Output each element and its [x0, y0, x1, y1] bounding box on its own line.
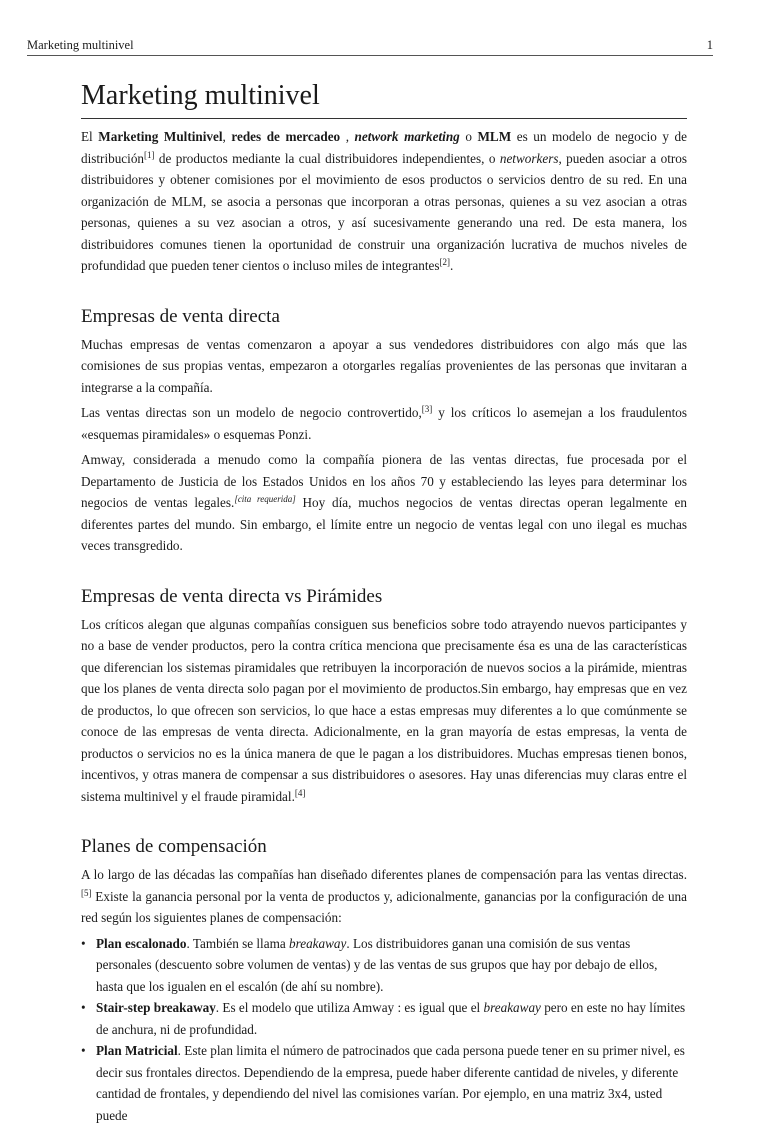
plan-name: Plan escalonado: [96, 936, 187, 951]
article-body: [81, 78, 687, 1126]
term-marketing-multinivel: Marketing Multinivel: [98, 129, 222, 144]
citation-link[interactable]: [5]: [81, 888, 92, 898]
section-heading-piramides: Empresas de venta directa vs Pirámides: [81, 585, 687, 609]
list-item-text: . Es el modelo que utiliza Amway : es igual que el: [216, 1000, 484, 1015]
paragraph-text: y los críticos lo asemejan a los fraudulentos «esquemas piramidales» o esquemas Ponzi.: [81, 405, 687, 442]
intro-paragraph: [81, 126, 687, 277]
list-item-text: . Este plan limita el número de patrocinados que cada persona puede tener en su primer nivel, es decir sus frontales directos. Dependiendo de la empresa, puede haber diferente cantidad de niveles, y diferente cantidad de frontales, y dependiendo del nivel las comisiones varían. Por ejemplo, en una matriz 3x4, usted puede: [96, 1043, 685, 1123]
term-mlm: MLM: [477, 129, 511, 144]
intro-text: o: [460, 129, 478, 144]
list-item: [81, 933, 687, 998]
list-item-text: . Los distribuidores ganan una comisión de sus ventas personales (descuento sobre volumen de ventas) y de las ventas de sus grupos que hay por debajo de ellos, hasta que los igualen en el escalón (de ahí su nombre).: [96, 936, 657, 994]
page-number: 1: [707, 38, 713, 53]
paragraph: [81, 614, 687, 808]
running-title: Marketing multinivel: [27, 38, 134, 53]
term-breakaway: breakaway: [484, 1000, 541, 1015]
paragraph-text: Amway, considerada a menudo como la compañía pionera de las ventas directas, fue procesada por el Departamento de Justicia de los Estados Unidos en los años 70 y estableciendo las leyes para determinar los negocios de ventas legales.: [81, 452, 687, 510]
list-item-text: . También se llama: [187, 936, 289, 951]
list-item: [81, 997, 687, 1040]
intro-text: .: [450, 258, 453, 273]
paragraph: [81, 402, 687, 445]
intro-text: es un modelo de negocio y de distribución: [81, 129, 687, 166]
citation-link[interactable]: [3]: [422, 404, 433, 414]
intro-text: El: [81, 129, 98, 144]
citation-link[interactable]: [2]: [440, 257, 451, 267]
paragraph-text: Las ventas directas son un modelo de negocio controvertido,: [81, 405, 422, 420]
term-breakaway: breakaway: [289, 936, 346, 951]
article-title: Marketing multinivel: [81, 78, 687, 119]
section-heading-planes: Planes de compensación: [81, 835, 687, 859]
paragraph-text: Existe la ganancia personal por la venta de productos y, adicionalmente, ganancias por la configuración de una red según los siguientes planes de compensación:: [81, 889, 687, 926]
citation-needed-link[interactable]: [234, 494, 295, 504]
term-network-marketing: network marketing: [355, 129, 460, 144]
paragraph: [81, 864, 687, 929]
running-header: [27, 38, 713, 56]
list-item-text: pero en este no hay límites de anchura, ni de profundidad.: [96, 1000, 685, 1037]
compensation-plan-list: [81, 933, 687, 1126]
intro-text: ,: [223, 129, 232, 144]
list-item: [81, 1040, 687, 1126]
citation-link[interactable]: [4]: [295, 788, 306, 798]
bullet-icon: •: [81, 997, 86, 1019]
paragraph: [81, 449, 687, 557]
intro-text: de productos mediante la cual distribuidores independientes, o: [155, 151, 500, 166]
paragraph-text: Hoy día, muchos negocios de ventas directas operan legalmente en diferentes partes del mundo. Sin embargo, el límite entre un negocio de ventas legal con uno ilegal es muchas veces transgredido.: [81, 495, 687, 553]
paragraph: Muchas empresas de ventas comenzaron a apoyar a sus vendedores distribuidores con algo más que las comisiones de sus propias ventas, empezaron a otorgarles regalías provenientes de las personas que invitaran a integrarse a la compañía.: [81, 334, 687, 399]
citation-link[interactable]: [1]: [144, 150, 155, 160]
intro-text: , pueden asociar a otros distribuidores y obtener comisiones por el movimiento de esos productos o servicios dentro de su red. En una organización de MLM, se asocia a personas que incorporan a otras personas, quienes a su vez asocian a otras personas, quienes a su vez asocian a otros, y así sucesivamente generando una red. De esta manera, los distribuidores comunes tienen la oportunidad de construir una organización lucrativa de muchos niveles de profundidad que pueden tener cientos o incluso miles de integrantes: [81, 151, 687, 274]
term-redes-de-mercadeo: redes de mercadeo: [231, 129, 340, 144]
plan-name: Stair-step breakaway: [96, 1000, 216, 1015]
term-networkers: networkers: [500, 151, 559, 166]
bullet-icon: •: [81, 1040, 86, 1062]
citation-needed-text: [cita requerida]: [234, 494, 295, 504]
intro-text: ,: [340, 129, 354, 144]
plan-name: Plan Matricial: [96, 1043, 178, 1058]
paragraph-text: A lo largo de las décadas las compañías han diseñado diferentes planes de compensación para las ventas directas.: [81, 867, 687, 882]
section-heading-venta-directa: Empresas de venta directa: [81, 305, 687, 329]
bullet-icon: •: [81, 933, 86, 955]
paragraph-text: Los críticos alegan que algunas compañías consiguen sus beneficios sobre todo atrayendo nuevos participantes y no a base de vender productos, pero la contra crítica menciona que precisamente ésa es una de las características que diferencian los sistemas piramidales que retribuyen la incorporación de nuevos socios a la pirámide, mientras que los planes de venta directa solo pagan por el movimiento de productos.Sin embargo, hay empresas que en vez de productos, lo que ofrecen son servicios, lo que hace a estas empresas muy diferentes a lo que comúnmente se conoce de las empresas de venta directa. Adicionalmente, en la gran mayoría de estas empresas, la venta de productos o servicios no es la única manera de que le pagan a los distribuidores. Muchas empresas tienen bonos, incentivos, y otras manera de compensar a sus distribuidores o asesores. Hay unas diferencias muy claras entre el sistema multinivel y el fraude piramidal.: [81, 617, 687, 804]
